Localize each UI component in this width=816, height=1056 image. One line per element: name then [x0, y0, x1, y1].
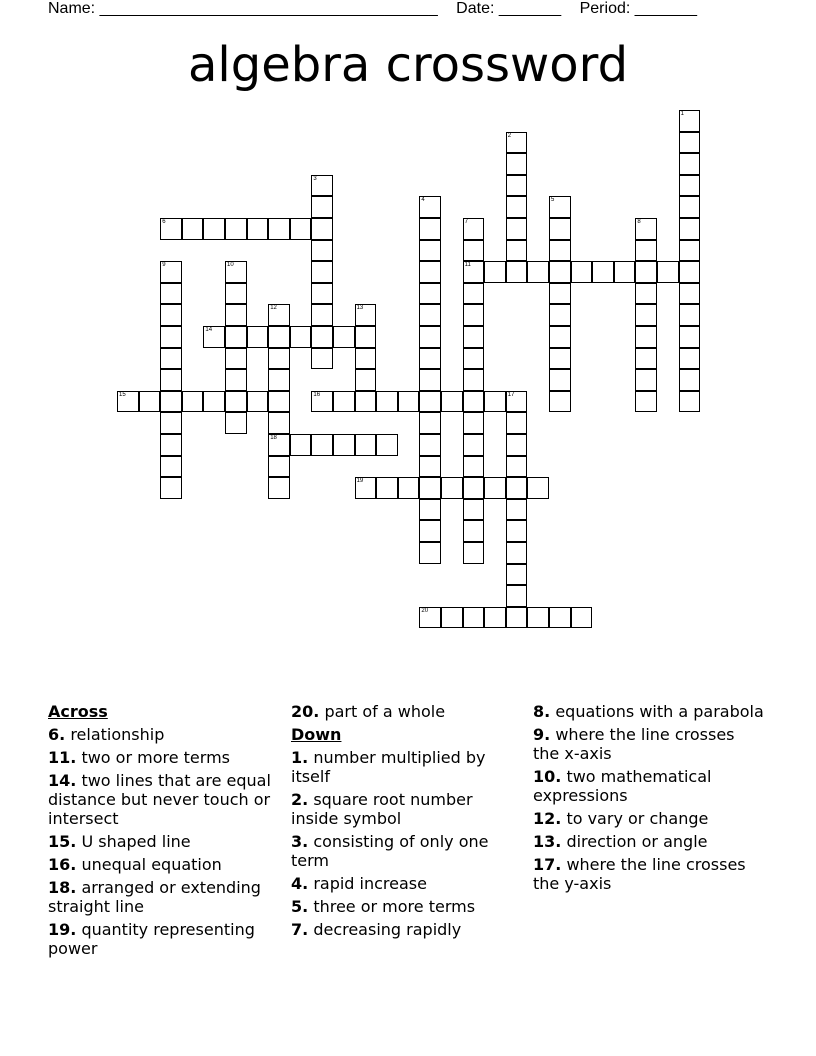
clue-text: quantity representing power [48, 920, 255, 958]
cell-number: 12 [270, 305, 277, 312]
clue-item [48, 878, 280, 916]
grid-cell[interactable] [225, 326, 247, 348]
grid-cell[interactable] [311, 434, 333, 456]
grid-cell[interactable] [506, 477, 528, 499]
grid-cell[interactable] [333, 326, 355, 348]
grid-cell[interactable] [506, 261, 528, 283]
date-field-label: Date: _______ [456, 0, 562, 17]
grid-cell[interactable] [679, 196, 701, 218]
clue-text: to vary or change [566, 809, 709, 828]
grid-cell[interactable] [290, 434, 312, 456]
clue-text: two or more terms [81, 748, 230, 767]
clue-text: two mathematical expressions [533, 767, 712, 805]
grid-cell[interactable] [225, 391, 247, 413]
cell-number: 2 [507, 132, 512, 139]
grid-cell[interactable] [463, 499, 485, 521]
clue-text: decreasing rapidly [313, 920, 462, 939]
grid-cell[interactable] [463, 240, 485, 262]
clue-number: 12. [533, 809, 562, 828]
grid-cell[interactable] [376, 477, 398, 499]
grid-cell[interactable] [549, 283, 571, 305]
grid-cell[interactable] [441, 477, 463, 499]
grid-cell[interactable] [160, 456, 182, 478]
cell-number: 14 [205, 327, 213, 333]
grid-cell[interactable] [355, 369, 377, 391]
clue-item [48, 725, 280, 744]
clue-item [48, 771, 280, 828]
clue-text: where the line crosses the x-axis [533, 725, 735, 763]
grid-cell[interactable] [549, 326, 571, 348]
grid-cell[interactable] [311, 196, 333, 218]
clue-number: 15. [48, 832, 77, 851]
grid-cell[interactable] [160, 218, 182, 240]
clue-number: 5. [291, 897, 309, 916]
grid-cell[interactable] [463, 304, 485, 326]
grid-cell[interactable] [506, 132, 528, 154]
clue-number: 10. [533, 767, 562, 786]
grid-cell[interactable] [139, 391, 161, 413]
grid-cell[interactable] [247, 326, 269, 348]
grid-cell[interactable] [463, 542, 485, 564]
grid-cell[interactable] [463, 391, 485, 413]
grid-cell[interactable] [484, 477, 506, 499]
grid-cell[interactable] [333, 434, 355, 456]
clue-number: 6. [48, 725, 66, 744]
across-heading: Across [48, 702, 108, 721]
grid-cell[interactable] [463, 326, 485, 348]
cell-number: 8 [637, 219, 641, 225]
clue-item [533, 767, 765, 805]
grid-cell[interactable] [679, 175, 701, 197]
grid-cell[interactable] [290, 326, 312, 348]
grid-cell[interactable] [463, 261, 485, 283]
grid-cell[interactable] [160, 326, 182, 348]
grid-cell[interactable] [247, 218, 269, 240]
down-clue-list-continued [533, 702, 765, 893]
cell-number: 15 [119, 391, 126, 398]
clue-item [48, 832, 280, 851]
clue-number: 3. [291, 832, 309, 851]
grid-cell[interactable] [398, 477, 420, 499]
grid-cell[interactable] [268, 412, 290, 434]
clue-number: 7. [291, 920, 309, 939]
clue-number: 11. [48, 748, 77, 767]
clue-item [48, 920, 280, 958]
clue-item [291, 920, 523, 939]
grid-cell[interactable] [527, 607, 549, 629]
grid-cell[interactable] [247, 391, 269, 413]
grid-cell[interactable] [679, 240, 701, 262]
grid-cell[interactable] [268, 304, 290, 326]
grid-cell[interactable] [419, 456, 441, 478]
cell-number: 5 [551, 197, 555, 204]
grid-cell[interactable] [355, 434, 377, 456]
grid-cell[interactable] [419, 412, 441, 434]
grid-cell[interactable] [311, 240, 333, 262]
clue-number: 4. [291, 874, 309, 893]
grid-cell[interactable] [506, 456, 528, 478]
grid-cell[interactable] [419, 240, 441, 262]
clue-number: 20. [291, 702, 320, 721]
grid-cell[interactable] [506, 499, 528, 521]
clue-number: 9. [533, 725, 551, 744]
clue-item [533, 855, 765, 893]
clue-item [291, 790, 523, 828]
grid-cell[interactable] [635, 391, 657, 413]
cell-number: 7 [464, 219, 468, 225]
grid-cell[interactable] [463, 456, 485, 478]
grid-cell[interactable] [506, 585, 528, 607]
grid-cell[interactable] [506, 240, 528, 262]
grid-cell[interactable] [679, 391, 701, 413]
grid-cell[interactable] [376, 434, 398, 456]
grid-cell[interactable] [311, 304, 333, 326]
grid-cell[interactable] [203, 326, 225, 348]
clue-number: 2. [291, 790, 309, 809]
clue-number: 1. [291, 748, 309, 767]
clue-item [291, 874, 523, 893]
grid-cell[interactable] [355, 391, 377, 413]
grid-cell[interactable] [419, 499, 441, 521]
grid-cell[interactable] [484, 391, 506, 413]
clue-item [291, 897, 523, 916]
clue-item [533, 832, 765, 851]
grid-cell[interactable] [268, 456, 290, 478]
clue-column-1 [48, 702, 280, 962]
grid-cell[interactable] [160, 283, 182, 305]
grid-cell[interactable] [679, 153, 701, 175]
clue-text: equations with a parabola [555, 702, 764, 721]
grid-cell[interactable] [679, 348, 701, 370]
clue-number: 14. [48, 771, 77, 790]
grid-cell[interactable] [571, 607, 593, 629]
cell-number: 19 [356, 478, 364, 485]
grid-cell[interactable] [268, 369, 290, 391]
grid-cell[interactable] [549, 218, 571, 240]
clue-text: relationship [70, 725, 165, 744]
cell-number: 3 [313, 175, 317, 182]
grid-cell[interactable] [463, 477, 485, 499]
clue-text: direction or angle [566, 832, 708, 851]
grid-cell[interactable] [506, 391, 528, 413]
clue-number: 17. [533, 855, 562, 874]
cell-number: 20 [421, 607, 429, 614]
grid-cell[interactable] [225, 369, 247, 391]
grid-cell[interactable] [419, 218, 441, 240]
grid-cell[interactable] [268, 348, 290, 370]
grid-cell[interactable] [160, 348, 182, 370]
clue-text: consisting of only one term [291, 832, 489, 870]
grid-cell[interactable] [484, 261, 506, 283]
grid-cell[interactable] [419, 607, 441, 629]
clue-text: three or more terms [313, 897, 476, 916]
page-title: algebra crossword [187, 37, 629, 93]
grid-cell[interactable] [484, 607, 506, 629]
grid-cell[interactable] [311, 348, 333, 370]
grid-cell[interactable] [311, 283, 333, 305]
cell-number: 9 [162, 262, 166, 269]
clue-text: two lines that are equal distance but never touch or intersect [48, 771, 271, 828]
student-info-header [48, 0, 711, 18]
grid-cell[interactable] [635, 326, 657, 348]
grid-cell[interactable] [419, 261, 441, 283]
grid-cell[interactable] [549, 348, 571, 370]
clue-text: where the line crosses the y-axis [533, 855, 746, 893]
grid-cell[interactable] [463, 434, 485, 456]
clue-column-3 [533, 702, 765, 897]
clue-number: 16. [48, 855, 77, 874]
grid-cell[interactable] [679, 132, 701, 154]
cell-number: 13 [356, 305, 364, 312]
grid-cell[interactable] [311, 326, 333, 348]
grid-cell[interactable] [527, 477, 549, 499]
grid-cell[interactable] [268, 326, 290, 348]
clue-item [291, 702, 523, 721]
grid-cell[interactable] [268, 218, 290, 240]
grid-cell[interactable] [463, 283, 485, 305]
grid-cell[interactable] [635, 261, 657, 283]
cell-number: 1 [680, 111, 684, 117]
grid-cell[interactable] [419, 434, 441, 456]
grid-cell[interactable] [311, 175, 333, 197]
grid-cell[interactable] [117, 391, 139, 413]
clue-item [291, 748, 523, 786]
grid-cell[interactable] [549, 391, 571, 413]
name-field-label: Name: ______________________________________ [48, 0, 438, 17]
cell-number: 18 [270, 435, 277, 441]
grid-cell[interactable] [182, 218, 204, 240]
across-clue-list-continued [291, 702, 523, 721]
grid-cell[interactable] [679, 304, 701, 326]
grid-cell[interactable] [355, 304, 377, 326]
grid-cell[interactable] [160, 261, 182, 283]
grid-cell[interactable] [679, 218, 701, 240]
grid-cell[interactable] [527, 261, 549, 283]
grid-cell[interactable] [311, 218, 333, 240]
across-clue-list [48, 725, 280, 958]
cell-number: 10 [227, 262, 234, 269]
down-clue-list [291, 748, 523, 939]
grid-cell[interactable] [463, 412, 485, 434]
grid-cell[interactable] [635, 283, 657, 305]
grid-cell[interactable] [225, 218, 247, 240]
grid-cell[interactable] [268, 391, 290, 413]
grid-cell[interactable] [506, 218, 528, 240]
down-heading: Down [291, 725, 342, 744]
period-field-label: Period: _______ [579, 0, 698, 17]
clue-number: 19. [48, 920, 77, 939]
grid-cell[interactable] [592, 261, 614, 283]
grid-cell[interactable] [549, 261, 571, 283]
grid-cell[interactable] [225, 348, 247, 370]
grid-cell[interactable] [160, 369, 182, 391]
grid-cell[interactable] [614, 261, 636, 283]
grid-cell[interactable] [419, 477, 441, 499]
grid-cell[interactable] [441, 391, 463, 413]
clue-item [533, 725, 765, 763]
grid-cell[interactable] [160, 434, 182, 456]
grid-cell[interactable] [311, 261, 333, 283]
grid-cell[interactable] [506, 196, 528, 218]
grid-cell[interactable] [419, 196, 441, 218]
grid-cell[interactable] [506, 520, 528, 542]
grid-cell[interactable] [290, 218, 312, 240]
clue-text: unequal equation [81, 855, 222, 874]
clue-number: 18. [48, 878, 77, 897]
grid-cell[interactable] [463, 218, 485, 240]
grid-cell[interactable] [419, 348, 441, 370]
clue-column-2 [291, 702, 523, 943]
grid-cell[interactable] [355, 477, 377, 499]
grid-cell[interactable] [549, 304, 571, 326]
clue-item [533, 809, 765, 828]
grid-cell[interactable] [419, 520, 441, 542]
grid-cell[interactable] [225, 412, 247, 434]
grid-cell[interactable] [160, 412, 182, 434]
grid-cell[interactable] [506, 434, 528, 456]
grid-cell[interactable] [419, 391, 441, 413]
clue-text: number multiplied by itself [291, 748, 486, 786]
grid-cell[interactable] [311, 391, 333, 413]
grid-cell[interactable] [506, 153, 528, 175]
grid-cell[interactable] [506, 564, 528, 586]
grid-cell[interactable] [419, 283, 441, 305]
grid-cell[interactable] [635, 348, 657, 370]
clue-item [533, 702, 765, 721]
grid-cell[interactable] [679, 369, 701, 391]
grid-cell[interactable] [506, 412, 528, 434]
grid-cell[interactable] [549, 240, 571, 262]
grid-cell[interactable] [463, 348, 485, 370]
clue-item [291, 832, 523, 870]
clue-text: part of a whole [324, 702, 446, 721]
grid-cell[interactable] [160, 391, 182, 413]
grid-cell[interactable] [635, 218, 657, 240]
grid-cell[interactable] [268, 477, 290, 499]
grid-cell[interactable] [203, 218, 225, 240]
clue-text: U shaped line [81, 832, 191, 851]
grid-cell[interactable] [376, 391, 398, 413]
grid-cell[interactable] [160, 304, 182, 326]
cell-number: 4 [421, 197, 425, 204]
grid-cell[interactable] [679, 283, 701, 305]
clue-number: 8. [533, 702, 551, 721]
cell-number: 6 [162, 219, 166, 225]
grid-cell[interactable] [441, 607, 463, 629]
grid-cell[interactable] [549, 369, 571, 391]
grid-cell[interactable] [225, 261, 247, 283]
grid-cell[interactable] [419, 304, 441, 326]
grid-cell[interactable] [463, 520, 485, 542]
grid-cell[interactable] [679, 261, 701, 283]
grid-cell[interactable] [635, 369, 657, 391]
grid-cell[interactable] [635, 240, 657, 262]
grid-cell[interactable] [268, 434, 290, 456]
grid-cell[interactable] [506, 542, 528, 564]
grid-cell[interactable] [463, 607, 485, 629]
grid-cell[interactable] [506, 607, 528, 629]
grid-cell[interactable] [182, 391, 204, 413]
grid-cell[interactable] [203, 391, 225, 413]
grid-cell[interactable] [463, 369, 485, 391]
grid-cell[interactable] [635, 304, 657, 326]
grid-cell[interactable] [225, 283, 247, 305]
grid-cell[interactable] [549, 607, 571, 629]
grid-cell[interactable] [225, 304, 247, 326]
cell-number: 11 [464, 262, 471, 269]
grid-cell[interactable] [333, 391, 355, 413]
grid-cell[interactable] [419, 369, 441, 391]
grid-cell[interactable] [398, 391, 420, 413]
grid-cell[interactable] [679, 110, 701, 132]
cell-number: 16 [313, 391, 321, 398]
clue-item [48, 855, 280, 874]
clue-number: 13. [533, 832, 562, 851]
grid-cell[interactable] [419, 326, 441, 348]
grid-cell[interactable] [549, 196, 571, 218]
grid-cell[interactable] [355, 348, 377, 370]
grid-cell[interactable] [355, 326, 377, 348]
clue-text: square root number inside symbol [291, 790, 473, 828]
clue-item [48, 748, 280, 767]
cell-number: 17 [507, 391, 515, 398]
grid-cell[interactable] [419, 542, 441, 564]
grid-cell[interactable] [506, 175, 528, 197]
clue-text: arranged or extending straight line [48, 878, 261, 916]
clue-text: rapid increase [313, 874, 427, 893]
grid-cell[interactable] [657, 261, 679, 283]
grid-cell[interactable] [679, 326, 701, 348]
grid-cell[interactable] [571, 261, 593, 283]
grid-cell[interactable] [160, 477, 182, 499]
